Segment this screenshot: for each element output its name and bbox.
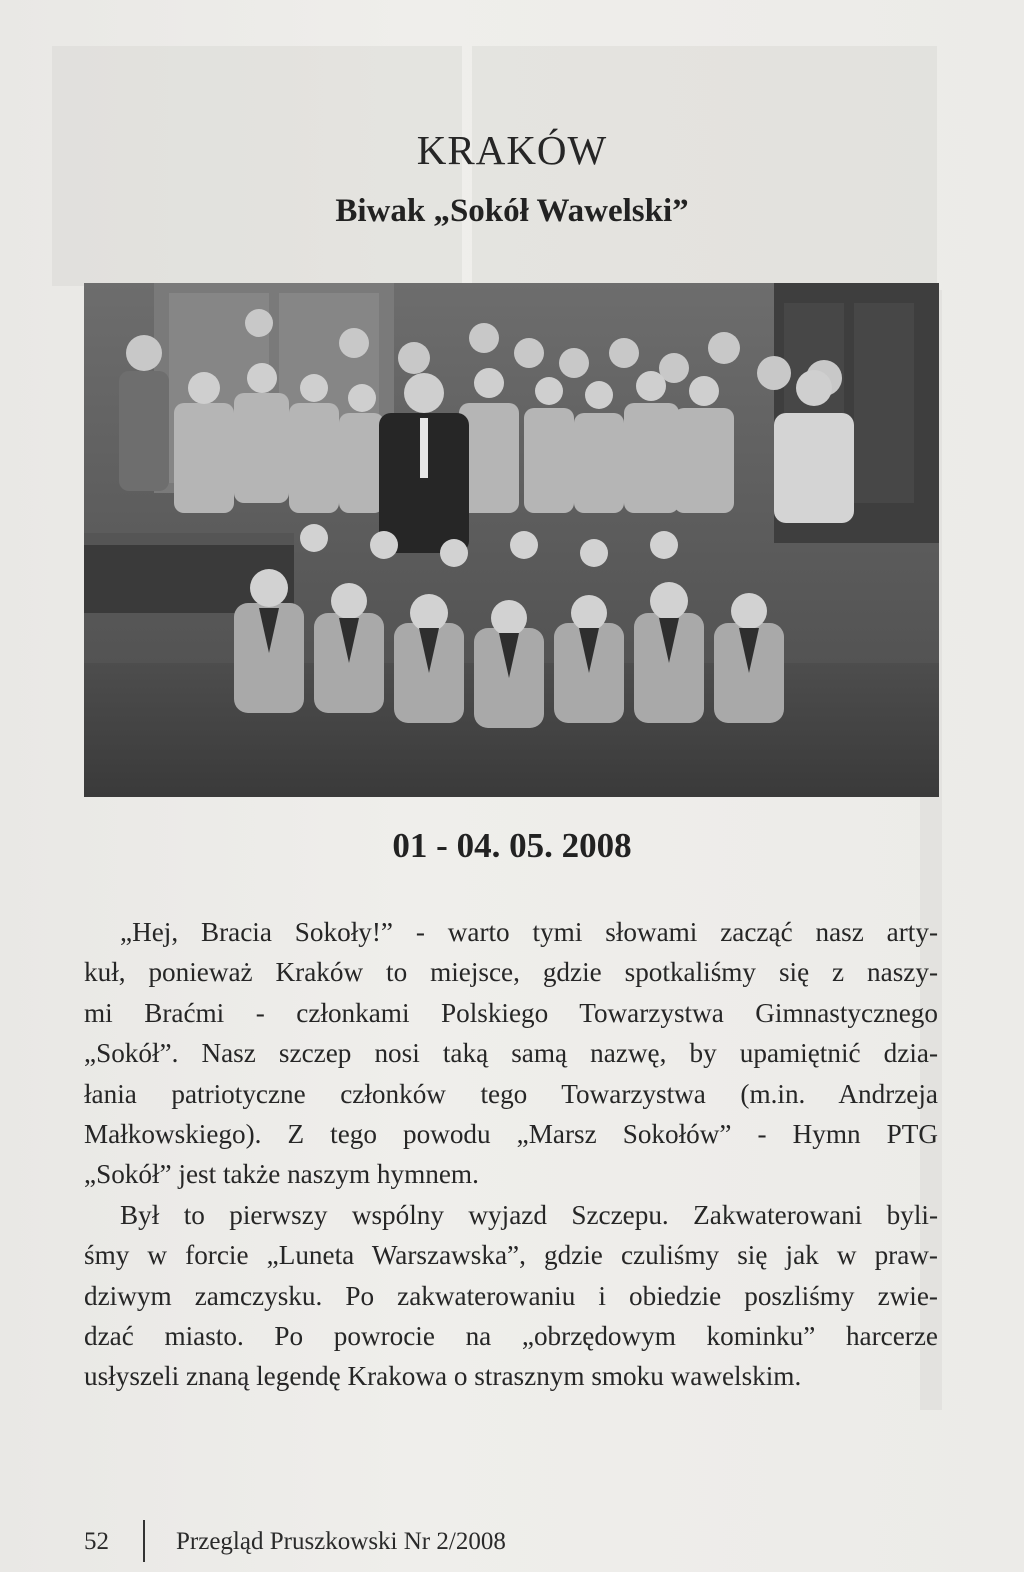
event-title: Biwak „Sokół Wawelski” <box>335 193 689 229</box>
text-line: mi Braćmi - członkami Polskiego Towarzystwa Gimnastycznego <box>84 997 938 1028</box>
section-title: KRAKÓW <box>416 127 608 173</box>
event-date: 01 - 04. 05. 2008 <box>392 826 632 865</box>
group-photo-icon <box>84 283 939 797</box>
paragraph <box>84 1195 938 1397</box>
paragraph <box>84 912 938 1195</box>
text-line: „Hej, Bracia Sokoły!” - warto tymi słowami zacząć nasz arty- <box>120 917 938 947</box>
text-line: Był to pierwszy wspólny wyjazd Szczepu. Zakwaterowani byli- <box>120 1199 938 1230</box>
publication-title: Przegląd Pruszkowski Nr 2/2008 <box>176 1528 506 1555</box>
text-line: dzać miasto. Po powrocie na „obrzędowym kominku” harcerze <box>84 1321 938 1352</box>
text-line: „Sokół” jest także naszym hymnem. <box>84 1159 479 1190</box>
group-photo <box>84 283 939 797</box>
text-line: dziwym zamczysku. Po zakwaterowaniu i obiedzie poszliśmy zwie- <box>84 1280 938 1311</box>
article-body <box>84 912 938 1397</box>
text-line: „Sokół”. Nasz szczep nosi taką samą nazwę, by upamiętnić dzia- <box>84 1038 938 1069</box>
text-line: Małkowskiego). Z tego powodu „Marsz Sokołów” - Hymn PTG <box>84 1119 938 1150</box>
footer-divider <box>143 1520 145 1562</box>
text-line: kuł, ponieważ Kraków to miejsce, gdzie spotkaliśmy się z naszy- <box>84 957 938 988</box>
text-line: usłyszeli znaną legendę Krakowa o strasznym smoku wawelskim. <box>84 1361 802 1392</box>
text-line: łania patriotyczne członków tego Towarzystwa (m.in. Andrzeja <box>84 1078 938 1109</box>
page-number: 52 <box>84 1528 109 1555</box>
text-line: śmy w forcie „Luneta Warszawska”, gdzie czuliśmy się jak w praw- <box>84 1240 938 1271</box>
